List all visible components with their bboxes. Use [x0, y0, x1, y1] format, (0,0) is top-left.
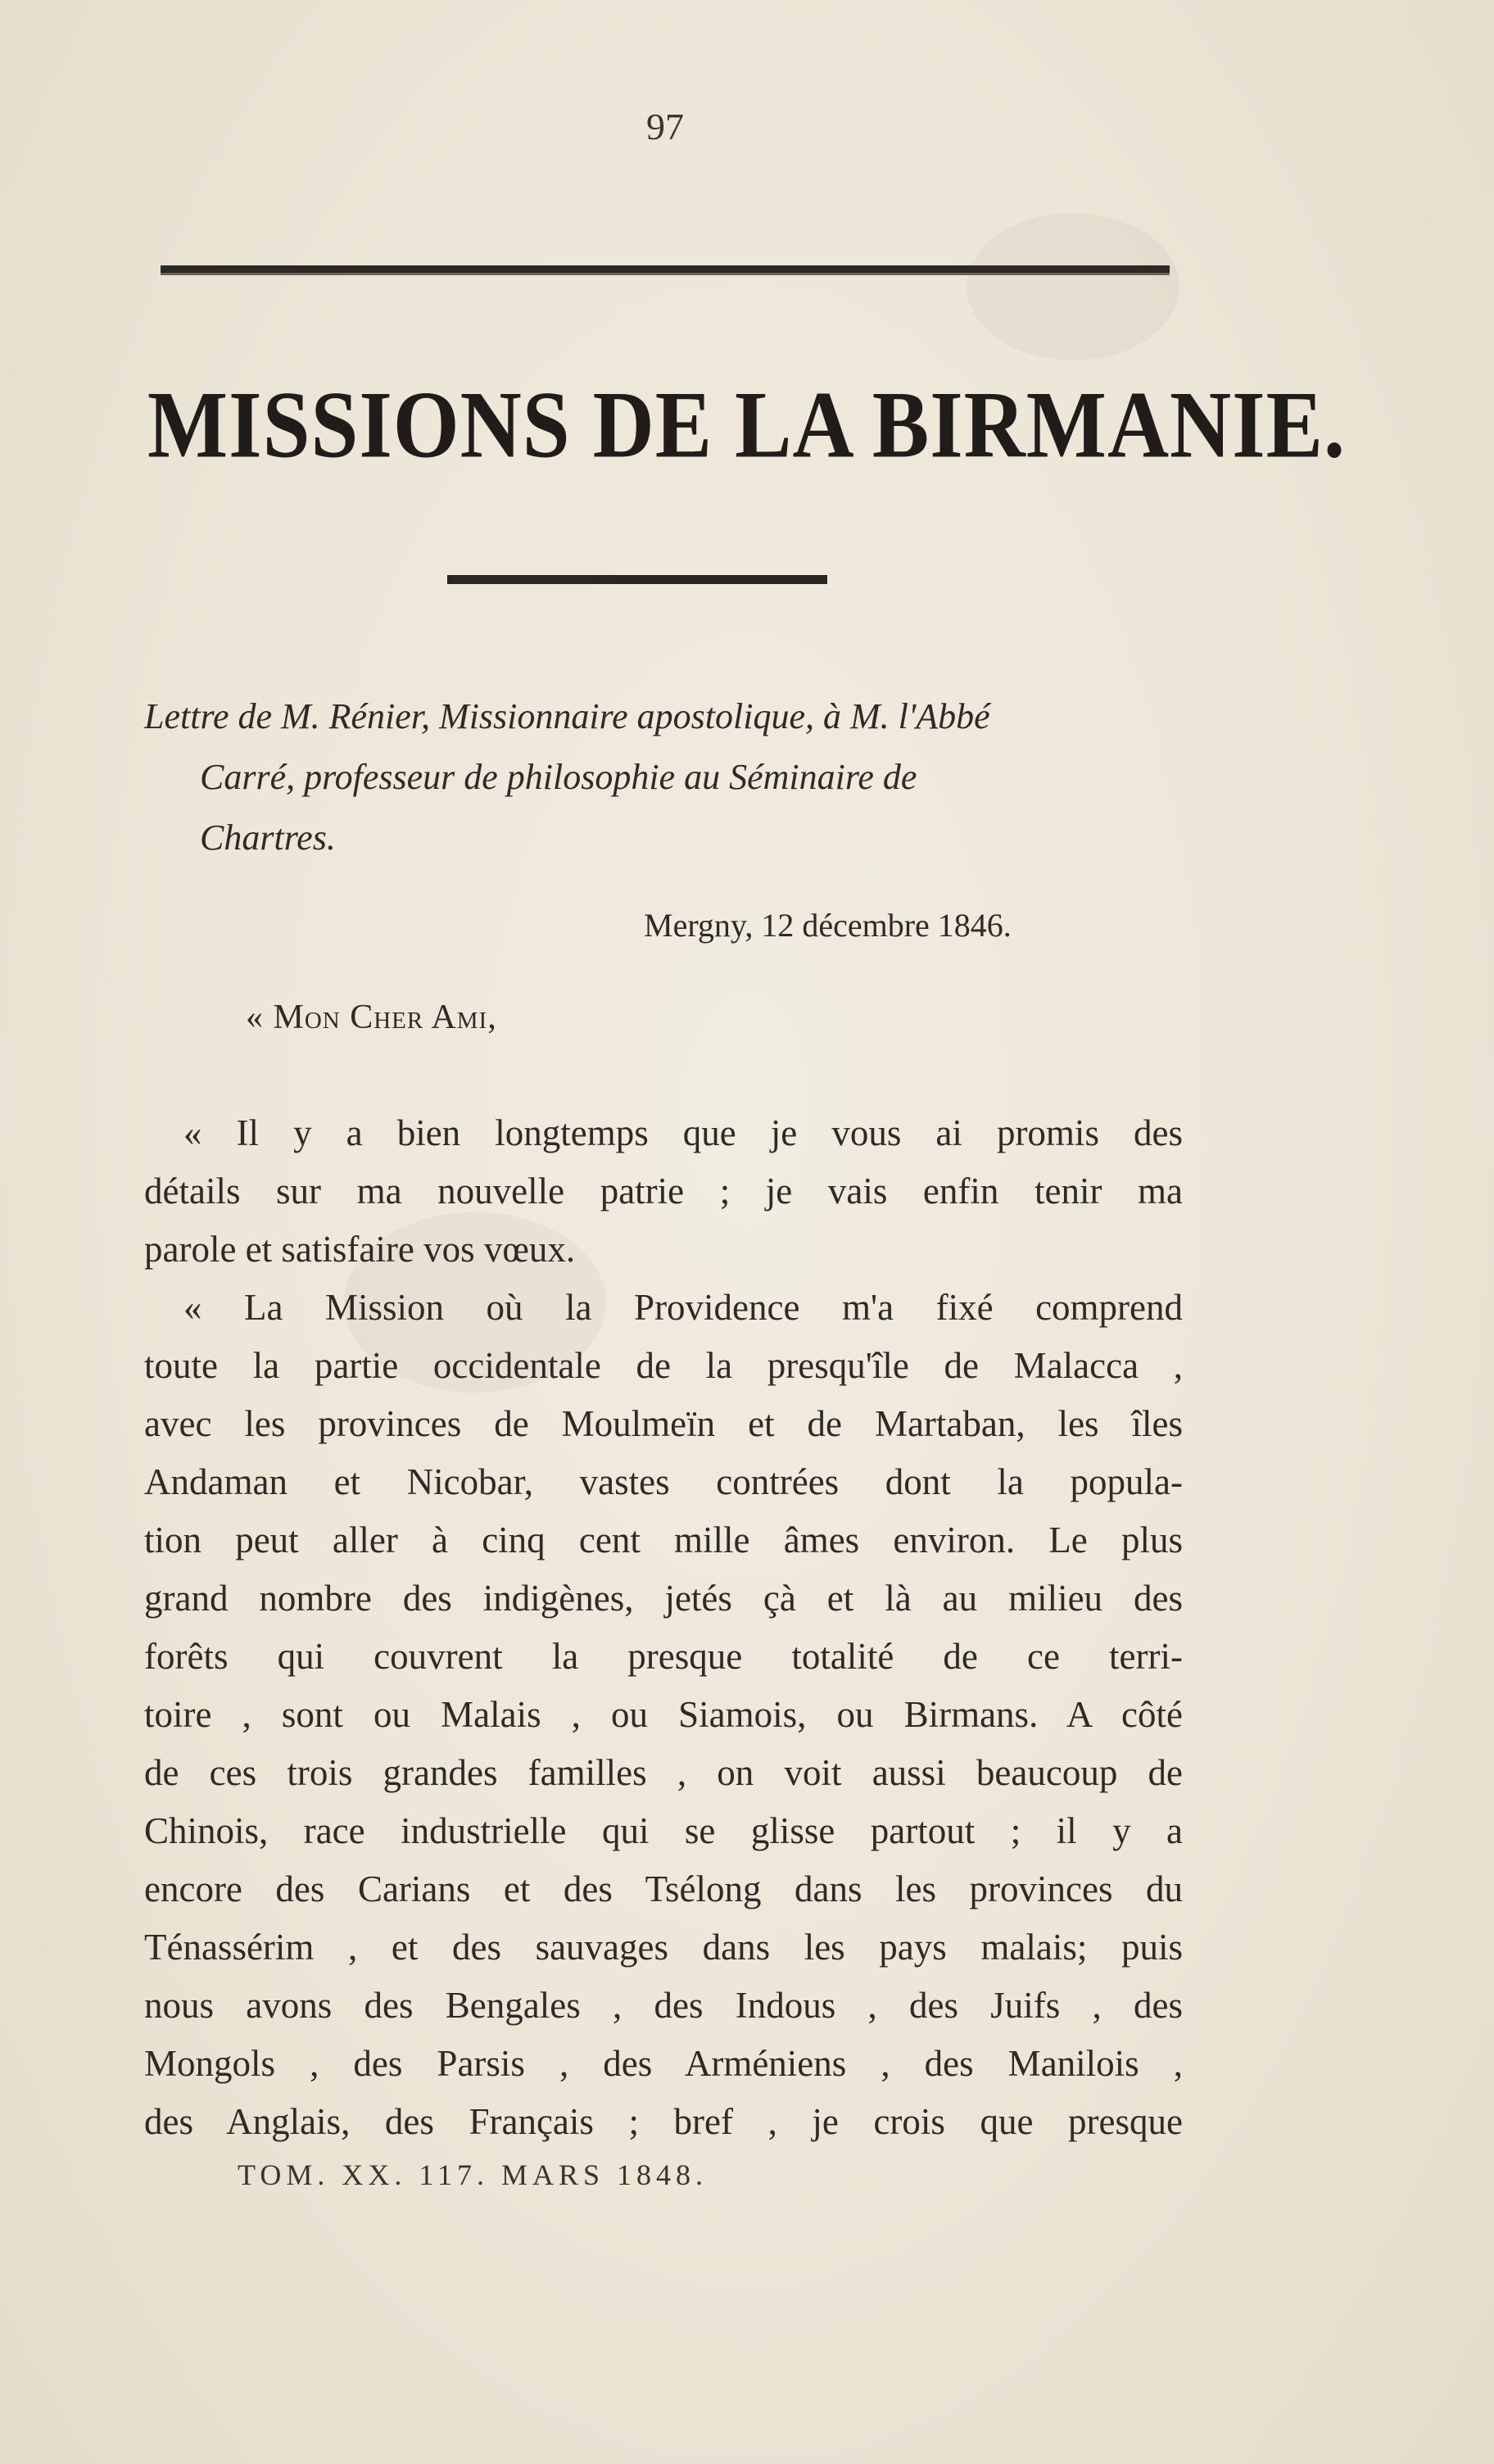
text-line: de ces trois grandes familles , on voit aussi beaucoup de: [144, 1752, 1183, 1793]
text-line: Chinois, race industrielle qui se glisse partout ; il y a: [144, 1810, 1183, 1851]
title-rule: [447, 575, 827, 584]
text-line: nous avons des Bengales , des Indous , des Juifs , des: [144, 1985, 1183, 2026]
text-line: « Il y a bien longtemps que je vous ai promis des: [183, 1112, 1183, 1153]
letter-heading-line: Carré, professeur de philosophie au Séminaire de: [200, 757, 917, 797]
letter-heading: [144, 686, 1183, 868]
text-line: parole et satisfaire vos vœux.: [144, 1229, 576, 1270]
paper-stain: [967, 213, 1179, 360]
text-line: tion peut aller à cinq cent mille âmes environ. Le plus: [144, 1520, 1183, 1560]
page-title: MISSIONS DE LA BIRMANIE.: [147, 372, 1346, 478]
text-line: Andaman et Nicobar, vastes contrées dont la popula-: [144, 1461, 1183, 1502]
top-rule: [161, 265, 1170, 275]
text-line: encore des Carians et des Tsélong dans les provinces du: [144, 1868, 1183, 1909]
text-line: « La Mission où la Providence m'a fixé comprend: [183, 1287, 1183, 1328]
text-line: des Anglais, des Français ; bref , je crois que presque: [144, 2101, 1183, 2142]
text-line: détails sur ma nouvelle patrie ; je vais enfin tenir ma: [144, 1171, 1183, 1212]
text-line: forêts qui couvrent la presque totalité de ce terri-: [144, 1636, 1183, 1677]
text-line: toire , sont ou Malais , ou Siamois, ou Birmans. A côté: [144, 1694, 1183, 1735]
signature-line: TOM. XX. 117. MARS 1848.: [238, 2158, 709, 2191]
body-text: [144, 1104, 1183, 2151]
greeting: « Mon Cher Ami,: [246, 999, 497, 1036]
text-line: avec les provinces de Moulmeïn et de Martaban, les îles: [144, 1403, 1183, 1444]
page-number: 97: [646, 106, 684, 147]
letter-heading-line: Chartres.: [200, 818, 336, 858]
text-line: Mongols , des Parsis , des Arméniens , des Manilois ,: [144, 2043, 1183, 2084]
text-line: Ténassérim , et des sauvages dans les pays malais; puis: [144, 1927, 1183, 1968]
letter-heading-line: Lettre de M. Rénier, Missionnaire apostolique, à M. l'Abbé: [144, 696, 990, 736]
dateline: Mergny, 12 décembre 1846.: [644, 907, 1012, 944]
text-line: grand nombre des indigènes, jetés çà et là au milieu des: [144, 1578, 1183, 1619]
text-line: toute la partie occidentale de la presqu'île de Malacca ,: [144, 1345, 1183, 1386]
